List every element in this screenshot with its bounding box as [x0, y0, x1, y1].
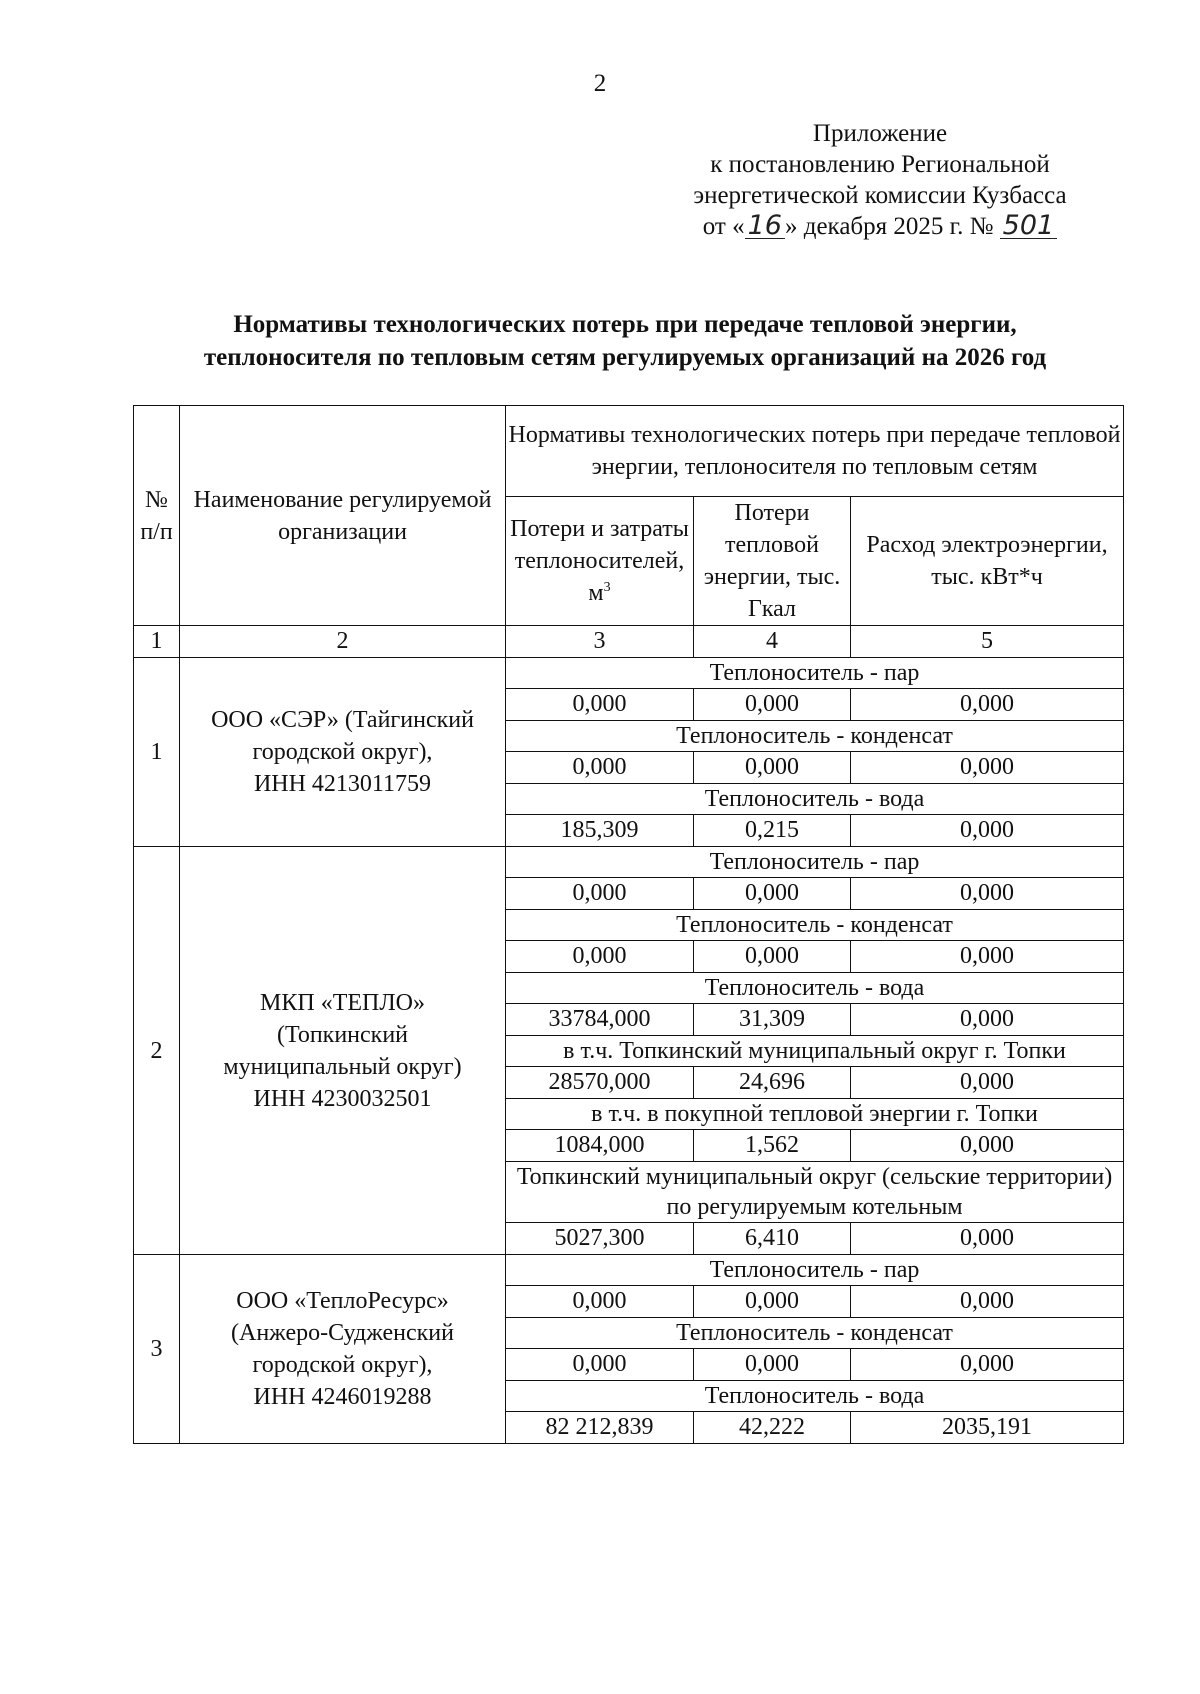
heat-loss-value: 0,000 — [694, 752, 851, 784]
appendix-date-line — [640, 211, 1120, 242]
org-number: 1 — [134, 658, 180, 847]
losses-value: 185,309 — [506, 815, 694, 847]
losses-value: 0,000 — [506, 878, 694, 910]
losses-value: 0,000 — [506, 1349, 694, 1381]
heat-loss-value: 31,309 — [694, 1004, 851, 1036]
org-name-line: городской округ), — [252, 1352, 433, 1378]
losses-value: 33784,000 — [506, 1004, 694, 1036]
org-name-line: ИНН 4246019288 — [253, 1384, 432, 1410]
heat-loss-value: 0,215 — [694, 815, 851, 847]
losses-value: 0,000 — [506, 941, 694, 973]
coolant-label: Теплоноситель - пар — [506, 847, 1124, 878]
org-name-line: ООО «СЭР» (Тайгинский — [211, 707, 474, 733]
losses-value: 0,000 — [506, 689, 694, 721]
header-num: № п/п — [134, 406, 180, 626]
coolant-label: Теплоноситель - вода — [506, 784, 1124, 815]
heat-loss-value: 0,000 — [694, 941, 851, 973]
coolant-label: Теплоноситель - вода — [506, 973, 1124, 1004]
header-row-1 — [134, 406, 1124, 497]
heat-loss-value: 1,562 — [694, 1130, 851, 1162]
heat-loss-value: 0,000 — [694, 1286, 851, 1318]
header-norms-group: Нормативы технологических потерь при передаче тепловой энергии, теплоносителя по тепловым сетям — [506, 406, 1124, 497]
heat-loss-value: 42,222 — [694, 1412, 851, 1444]
appendix-line-1: Приложение — [812, 120, 948, 147]
losses-value: 0,000 — [506, 1286, 694, 1318]
coolant-label: в т.ч. в покупной тепловой энергии г. Топки — [506, 1099, 1124, 1130]
col-number-2: 2 — [180, 626, 506, 658]
appendix-header — [640, 118, 1120, 242]
power-value: 0,000 — [851, 1223, 1124, 1255]
col-number-3: 3 — [506, 626, 694, 658]
title-line-1: Нормативы технологических потерь при передаче тепловой энергии, — [233, 311, 1017, 338]
org-number: 2 — [134, 847, 180, 1255]
losses-value: 82 212,839 — [506, 1412, 694, 1444]
org-name-line: муниципальный округ) — [223, 1053, 462, 1080]
power-value: 0,000 — [851, 1130, 1124, 1162]
losses-table — [133, 405, 1124, 1444]
date-middle: » декабря 2025 г. № — [784, 213, 994, 240]
power-value: 0,000 — [851, 1004, 1124, 1036]
col-number-4: 4 — [694, 626, 851, 658]
org-name — [180, 847, 506, 1255]
title-line-2: теплоносителя по тепловым сетям регулируемых организаций на 2026 год — [203, 344, 1047, 371]
org-name-line: МКП «ТЕПЛО» — [260, 989, 425, 1016]
header-heat-losses: Потери тепловой энергии, тыс. Гкал — [694, 497, 851, 626]
org-name — [180, 1255, 506, 1444]
coolant-label: в т.ч. Топкинский муниципальный округ г. Топки — [506, 1036, 1124, 1067]
coolant-label: Теплоноситель - вода — [506, 1381, 1124, 1412]
coolant-label-row — [134, 1255, 1124, 1286]
power-value: 0,000 — [851, 815, 1124, 847]
coolant-label-row — [134, 847, 1124, 878]
header-losses-text: Потери и затраты теплоносителей, м — [510, 516, 689, 606]
org-number: 3 — [134, 1255, 180, 1444]
power-value: 0,000 — [851, 689, 1124, 721]
power-value: 0,000 — [851, 1067, 1124, 1099]
header-losses — [506, 497, 694, 626]
org-name-line: ООО «ТеплоРесурс» — [236, 1288, 449, 1314]
col-number-5: 5 — [851, 626, 1124, 658]
column-numbers-row — [134, 626, 1124, 658]
heat-loss-value: 6,410 — [694, 1223, 851, 1255]
header-power: Расход электроэнергии, тыс. кВт*ч — [851, 497, 1124, 626]
heat-loss-value: 0,000 — [694, 689, 851, 721]
coolant-label: Теплоноситель - конденсат — [506, 721, 1124, 752]
heat-loss-value: 0,000 — [694, 1349, 851, 1381]
coolant-label: Теплоноситель - конденсат — [506, 1318, 1124, 1349]
power-value: 0,000 — [851, 1349, 1124, 1381]
coolant-label: Теплоноситель - пар — [506, 658, 1124, 689]
power-value: 0,000 — [851, 752, 1124, 784]
heat-loss-value: 0,000 — [694, 878, 851, 910]
power-value: 0,000 — [851, 1286, 1124, 1318]
col-number-1: 1 — [134, 626, 180, 658]
appendix-line-2: к постановлению Региональной — [710, 151, 1050, 178]
coolant-label-row — [134, 658, 1124, 689]
power-value: 0,000 — [851, 941, 1124, 973]
org-name-line: (Топкинский — [276, 1021, 409, 1048]
appendix-line-3: энергетической комиссии Кузбасса — [693, 182, 1067, 209]
org-name-line: ИНН 4213011759 — [253, 771, 432, 797]
date-prefix: от « — [702, 213, 745, 240]
losses-value: 0,000 — [506, 752, 694, 784]
losses-value: 1084,000 — [506, 1130, 694, 1162]
coolant-label: Топкинский муниципальный округ (сельские территории) по регулируемым котельным — [506, 1162, 1124, 1223]
losses-value: 5027,300 — [506, 1223, 694, 1255]
header-losses-sup: 3 — [603, 580, 611, 595]
org-name-line: ИНН 4230032501 — [253, 1085, 432, 1112]
losses-value: 28570,000 — [506, 1067, 694, 1099]
org-name-line: (Анжеро-Судженский — [231, 1320, 454, 1346]
coolant-label: Теплоноситель - конденсат — [506, 910, 1124, 941]
handwritten-day: 16 — [745, 214, 785, 239]
power-value: 0,000 — [851, 878, 1124, 910]
losses-table-body — [134, 406, 1124, 1444]
header-org-name: Наименование регулируемой организации — [180, 406, 506, 626]
page-number: 2 — [593, 70, 607, 97]
heat-loss-value: 24,696 — [694, 1067, 851, 1099]
document-title — [130, 308, 1120, 374]
handwritten-doc-number: 501 — [1000, 214, 1058, 239]
org-name — [180, 658, 506, 847]
power-value: 2035,191 — [851, 1412, 1124, 1444]
org-name-line: городской округ), — [252, 739, 433, 765]
coolant-label: Теплоноситель - пар — [506, 1255, 1124, 1286]
